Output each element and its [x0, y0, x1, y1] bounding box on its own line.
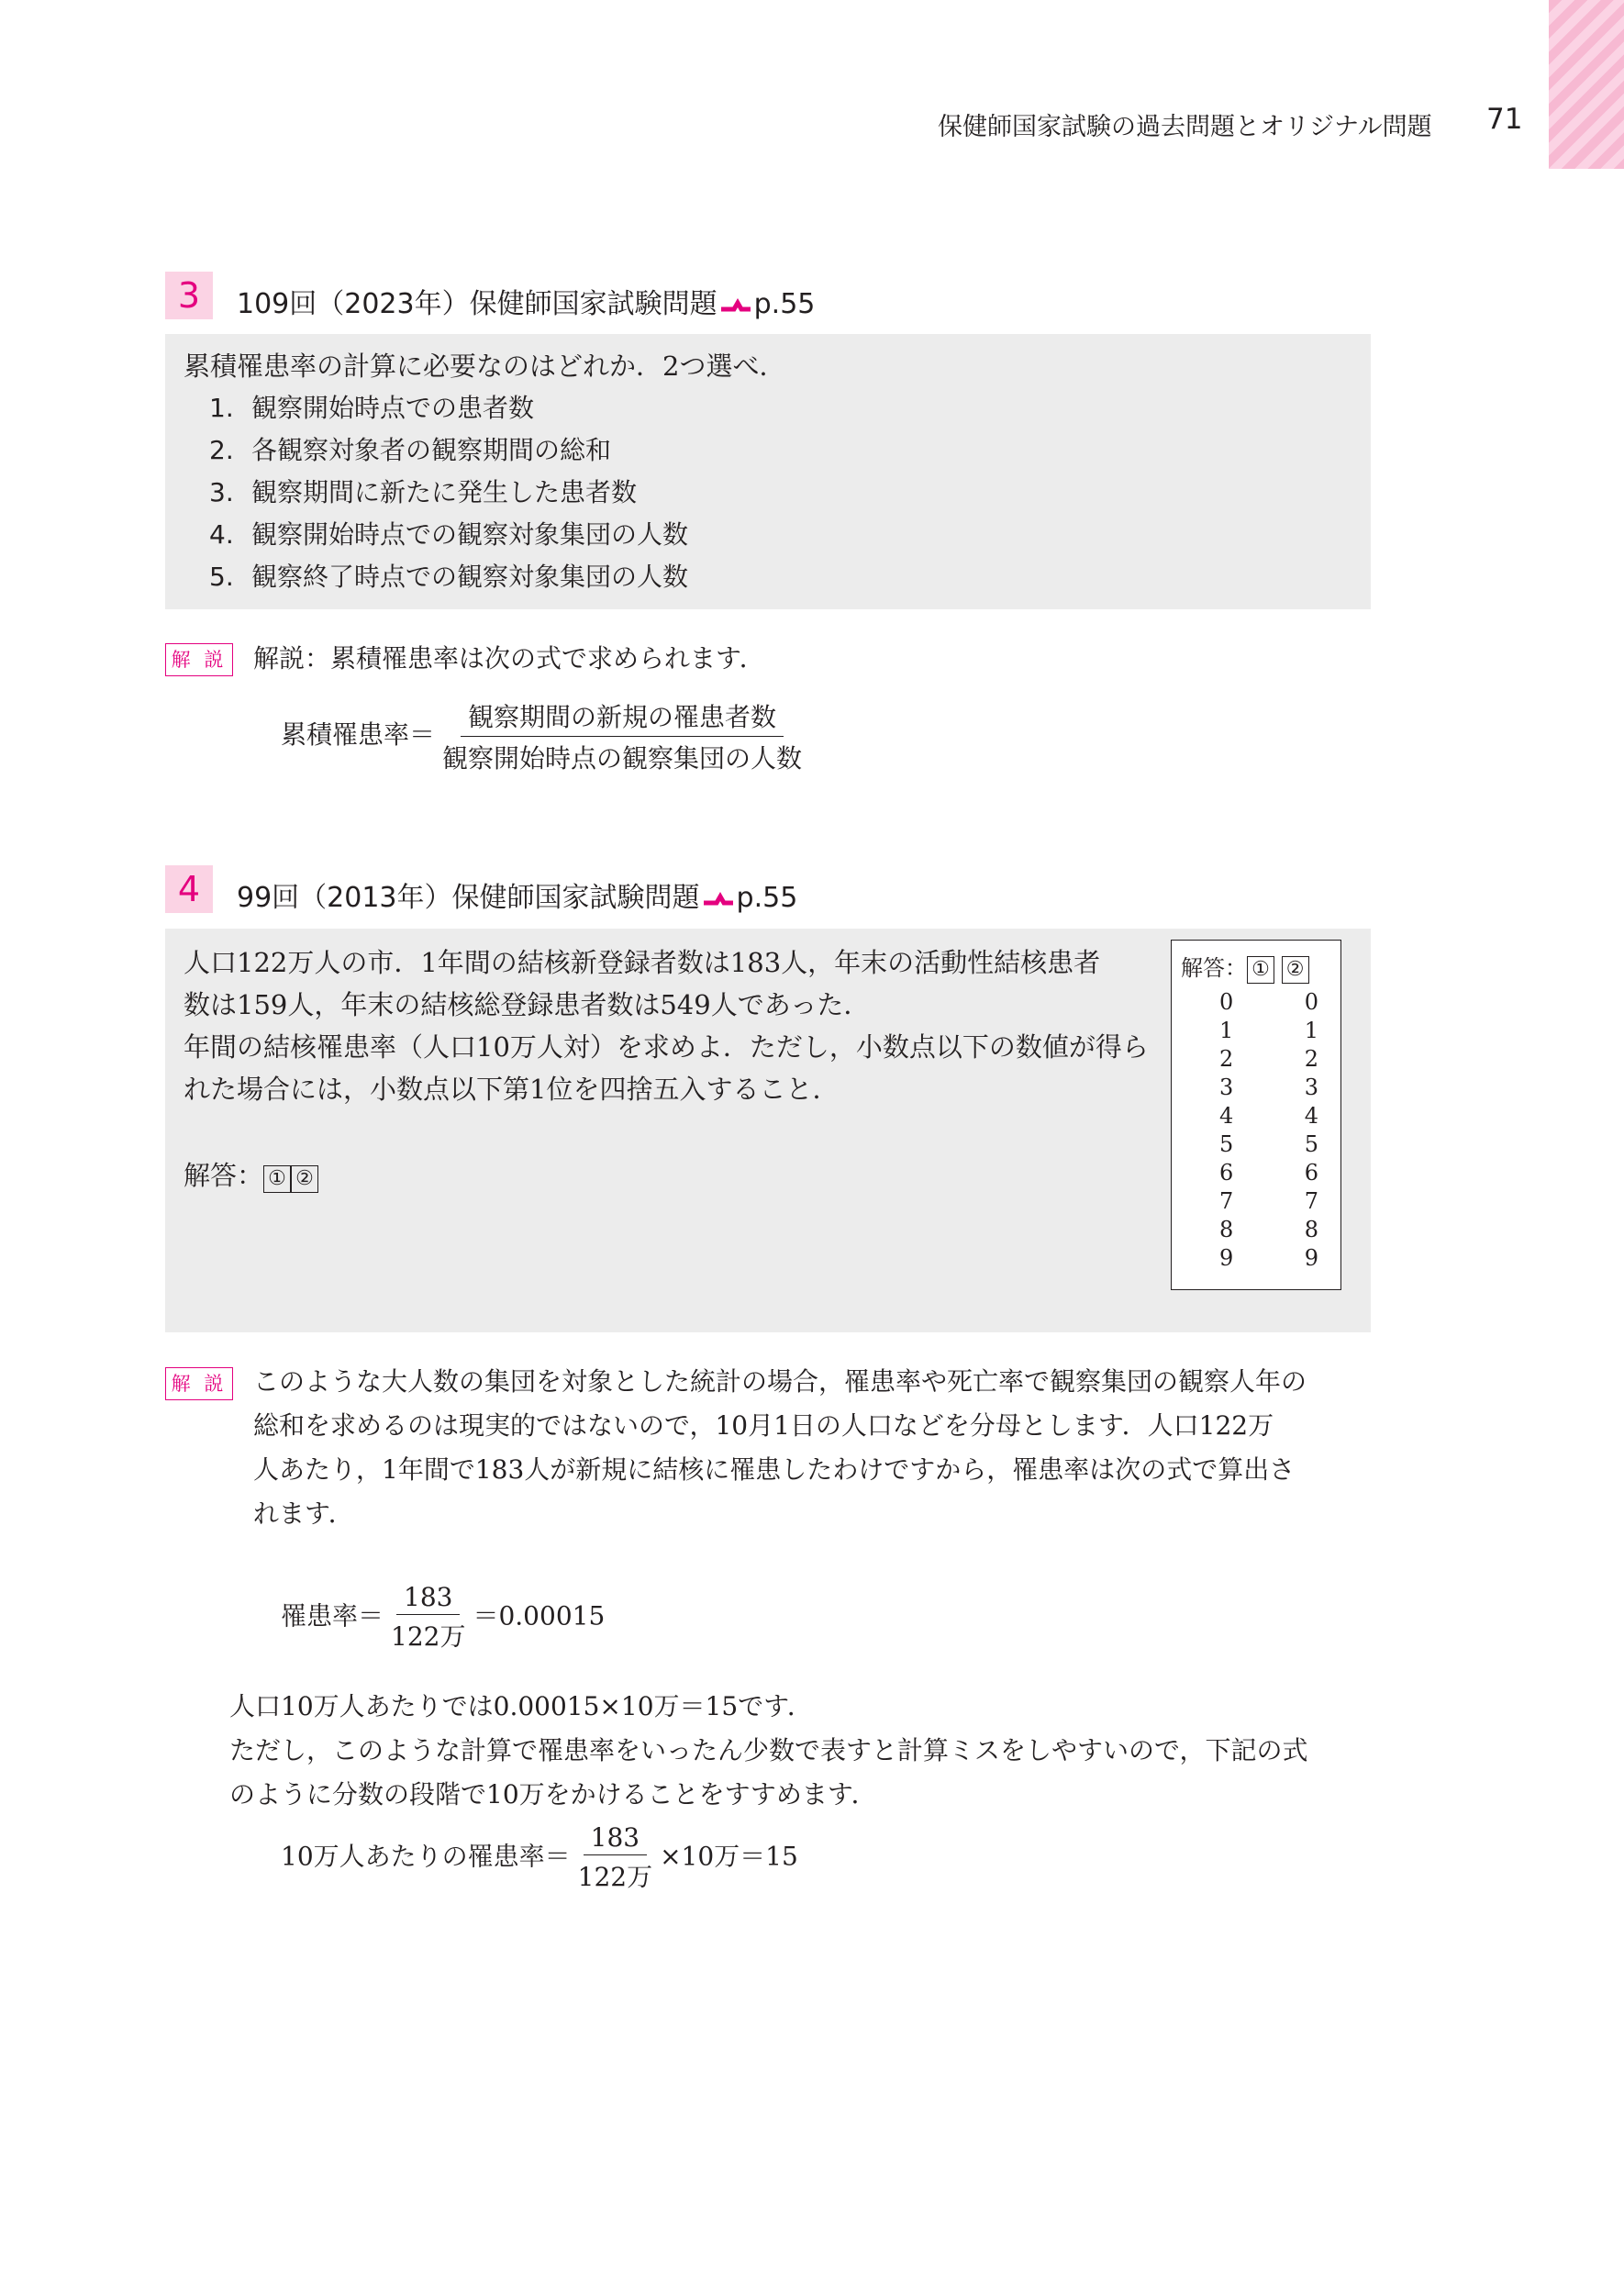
page-number: 71 [1486, 103, 1523, 136]
question-4-ref: p.55 [736, 882, 798, 914]
question-3-title-text: 109回（2023年）保健師国家試験問題 [237, 288, 717, 320]
question-4-explanation: このような大人数の集団を対象とした統計の場合，罹患率や死亡率で観察集団の観察人年の 総和を求めるのは現実的ではないので，10月1日の人口などを分母とします．人口122万 人あたり，1年間で183人が新規に結核に罹患したわけですから，罹患率は次の式で算出さ れます． [253, 1366, 1307, 1529]
option-4: 4. 観察開始時点での観察対象集団の人数 [209, 519, 689, 550]
answer-grid [1171, 940, 1341, 1290]
question-4-number: 4 [165, 865, 213, 913]
kaisetsu-badge-3: 解 説 [165, 643, 233, 676]
reference-arrow-icon [702, 889, 735, 909]
option-5: 5. 観察終了時点での観察対象集団の人数 [209, 562, 689, 592]
option-2: 2. 各観察対象者の観察期間の総和 [209, 435, 612, 465]
running-header-title: 保健師国家試験の過去問題とオリジナル問題 [938, 113, 1432, 141]
question-3-box [165, 334, 1371, 609]
question-4-stem: 人口122万人の市．1年間の結核新登録者数は183人，年末の活動性結核患者 数は159人，年末の結核総登録患者数は549人であった． 年間の結核罹患率（人口10万人対）を求めよ．ただし，小数点以下の数値が得ら れた場合には，小数点以下第1位を四捨五入すること． [184, 947, 1149, 1105]
question-3-stem: 累積罹患率の計算に必要なのはどれか．2つ選べ． [184, 351, 786, 382]
formula-incidence-rate: 罹患率＝ $\frac{183}{\text{122万}}$ ＝0.00015 [281, 1582, 606, 1652]
question-4-box [165, 929, 1371, 1332]
pink-tab-decoration [1549, 0, 1624, 169]
formula-incidence-per-100k: 10万人あたりの罹患率＝ $\frac{183}{\text{122万}}$ ×10万＝15 [281, 1822, 798, 1892]
answer-grid-digits[interactable]: 0 0 1 1 2 2 3 3 4 4 5 5 6 6 7 7 8 8 9 9 [1219, 989, 1318, 1271]
question-3-options [209, 387, 688, 598]
formula-cumulative-incidence: 累積罹患率＝ $\frac{\text{観察期間の新規の罹患者数}}{\text{観察開始時点の観察集団の人数}}$ [281, 697, 809, 775]
question-3-explanation: 解説：累積罹患率は次の式で求められます． [253, 643, 765, 674]
question-3-title [237, 281, 815, 321]
question-4-followup: 人口10万人あたりでは0.00015×10万＝15です． ただし，このような計算で罹患率をいったん少数で表すと計算ミスをしやすいので，下記の式 のように分数の段階で10万をかけることをすすめます． [229, 1691, 1308, 1810]
answer-grid-header: 解答： ① ② [1181, 950, 1309, 984]
reference-arrow-icon [719, 295, 752, 316]
kaisetsu-badge-4: 解 説 [165, 1367, 233, 1400]
question-4-answer-line: 解答： ① ② [184, 1154, 318, 1197]
question-4-title [237, 874, 797, 915]
option-3: 3. 観察期間に新たに発生した患者数 [209, 477, 638, 507]
question-3-ref: p.55 [753, 288, 816, 320]
question-4-title-text: 99回（2013年）保健師国家試験問題 [237, 882, 700, 914]
option-1: 1. 観察開始時点での患者数 [209, 393, 535, 423]
question-3-number: 3 [165, 272, 213, 319]
